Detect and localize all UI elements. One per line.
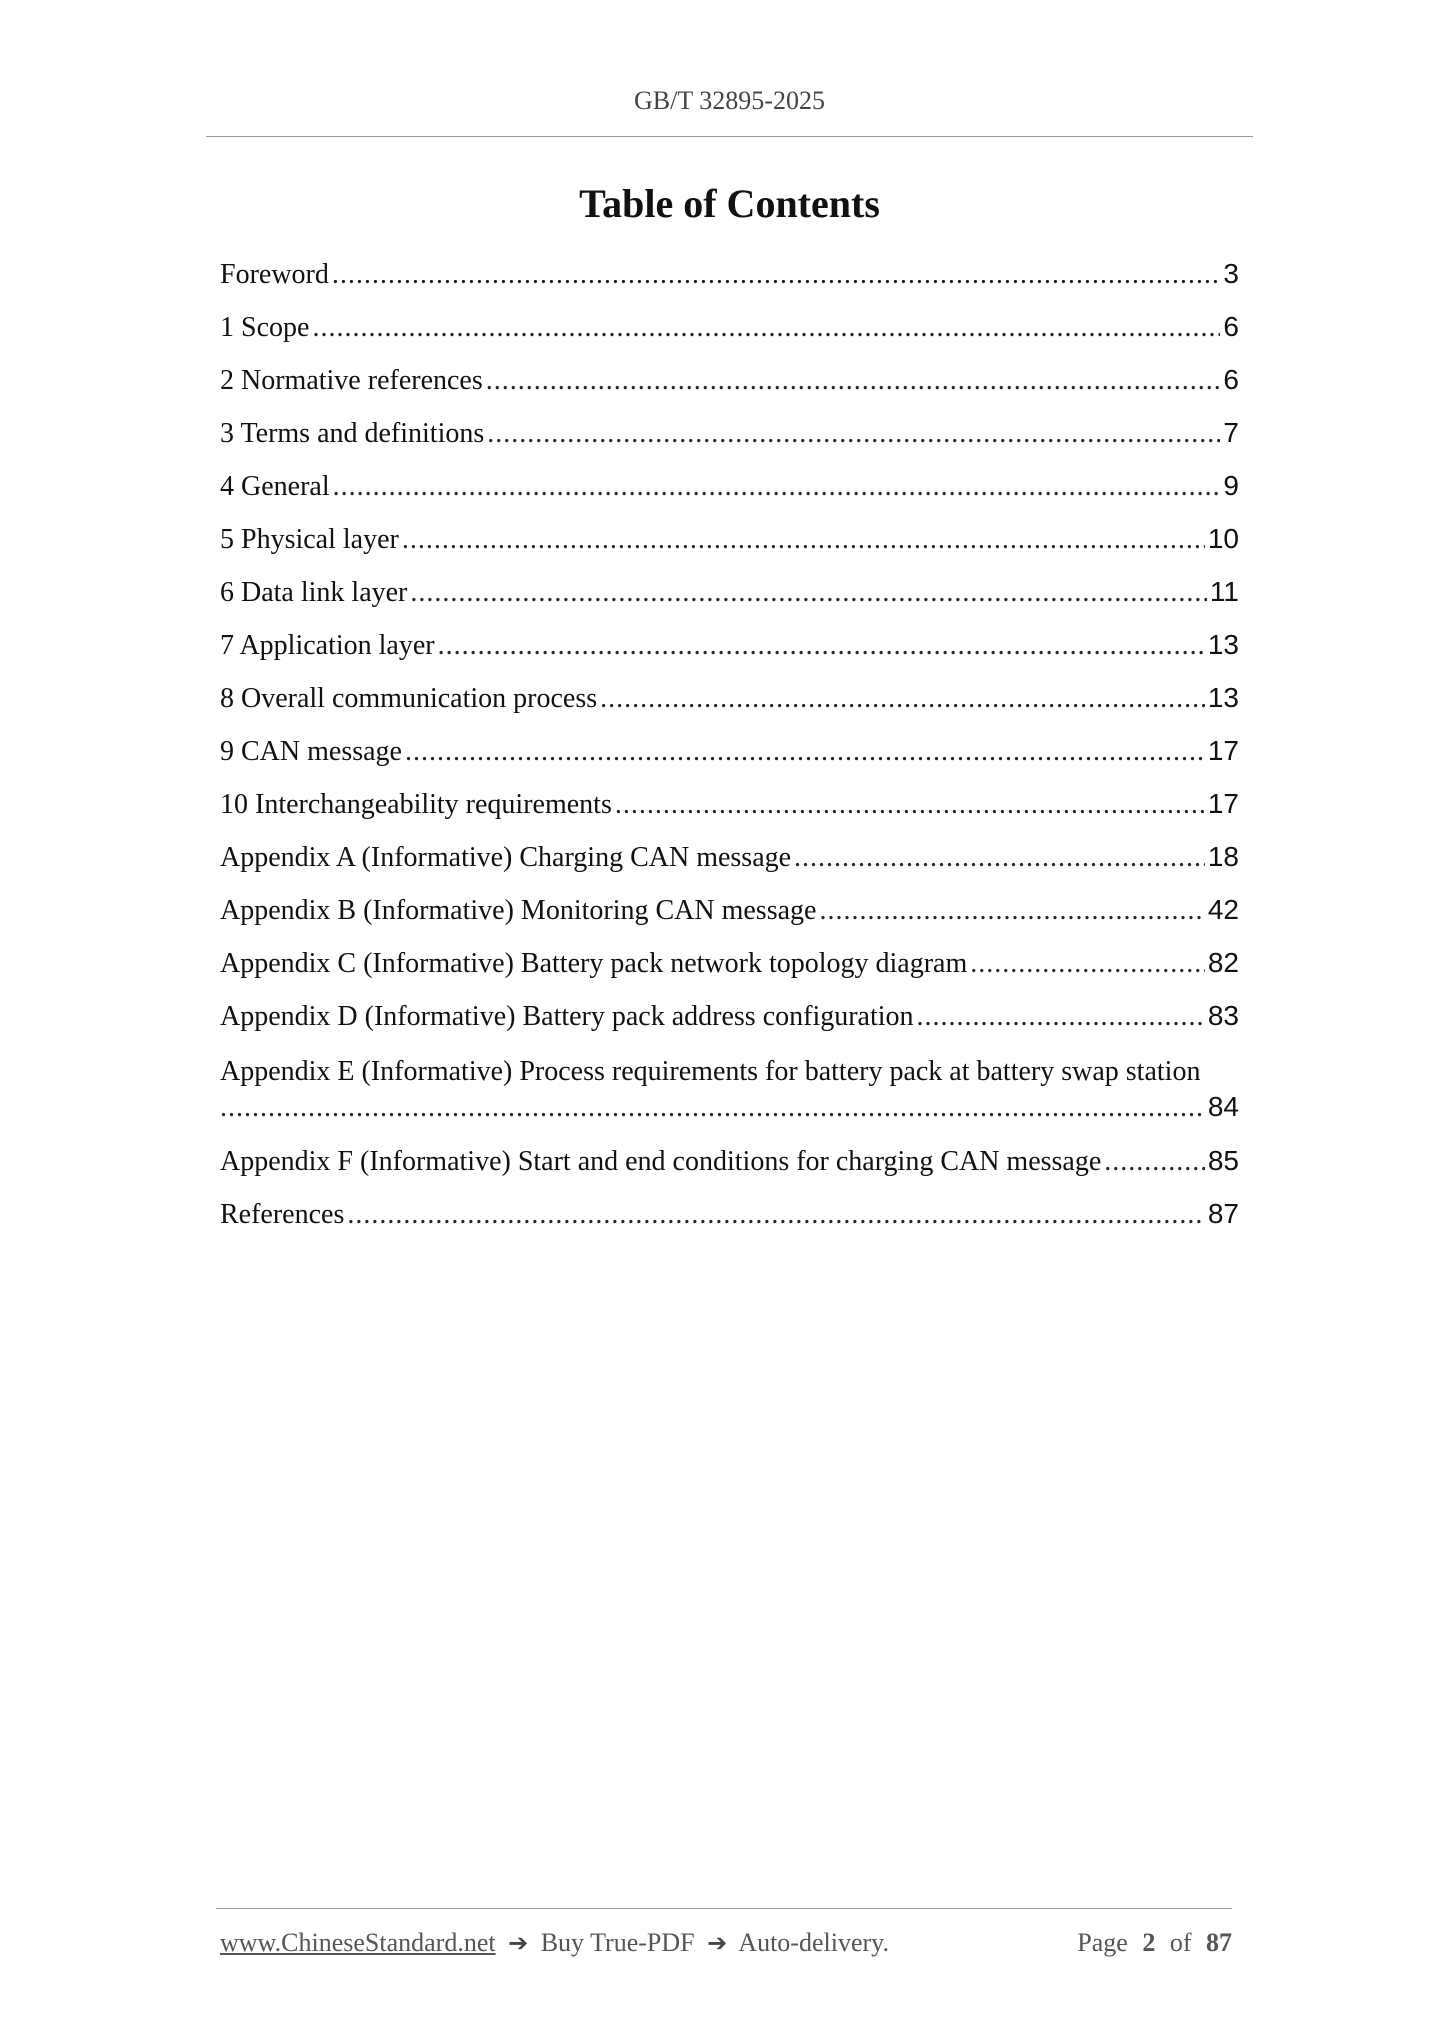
toc-entry-page-number: 10 (1207, 523, 1239, 554)
toc-entry-page-number: 6 (1223, 364, 1239, 395)
dot-leader (405, 736, 1205, 768)
dot-leader (600, 683, 1205, 715)
toc-entry-data-link-layer[interactable] (220, 576, 1239, 629)
toc-entry-label: Appendix B (Informative) Monitoring CAN message (220, 895, 817, 926)
toc-entry-label: References (220, 1199, 345, 1230)
dot-leader (819, 895, 1204, 927)
toc-entry-page-number: 6 (1223, 311, 1239, 342)
toc-entry-appendix-d[interactable] (220, 1000, 1239, 1053)
toc-entry-label: Appendix E (Informative) Process requirements for battery pack at battery swap station (220, 1056, 1201, 1087)
toc-entry-can-message[interactable] (220, 735, 1239, 788)
toc-entry-page-number: 17 (1207, 788, 1239, 819)
toc-entry-label: 9 CAN message (220, 736, 402, 767)
toc-entry-page-number: 42 (1207, 894, 1239, 925)
toc-entry-terms-and-definitions[interactable] (220, 417, 1239, 470)
toc-entry-page-number: 11 (1209, 576, 1239, 607)
dot-leader (917, 1001, 1205, 1033)
toc-entry-label: 3 Terms and definitions (220, 418, 485, 449)
toc-entry-page-number: 18 (1207, 841, 1239, 872)
toc-entry-appendix-f[interactable] (220, 1145, 1239, 1198)
dot-leader (332, 259, 1221, 291)
total-pages-number: 87 (1206, 1928, 1232, 1957)
toc-entry-label: Appendix F (Informative) Start and end conditions for charging CAN message (220, 1146, 1102, 1177)
toc-entry-label: 10 Interchangeability requirements (220, 789, 612, 820)
toc-entry-label: 7 Application layer (220, 630, 435, 661)
toc-entry-label: Appendix C (Informative) Battery pack network topology diagram (220, 948, 968, 979)
footer-promo (220, 1928, 889, 1958)
toc-entry-page-number: 83 (1207, 1000, 1239, 1031)
dot-leader (312, 312, 1220, 344)
toc-entry-foreword[interactable] (220, 258, 1239, 311)
toc-entry-normative-references[interactable] (220, 364, 1239, 417)
toc-entry-page-number: 82 (1207, 947, 1239, 978)
toc-title: Table of Contents (579, 181, 880, 226)
toc-entry-appendix-e[interactable] (220, 1053, 1239, 1145)
page-word: Page (1077, 1928, 1128, 1957)
dot-leader (410, 577, 1207, 609)
dot-leader (347, 1199, 1204, 1231)
of-word: of (1169, 1928, 1192, 1957)
footer-divider (216, 1908, 1232, 1909)
toc-entry-general[interactable] (220, 470, 1239, 523)
document-code-header: GB/T 32895-2025 (634, 86, 825, 115)
page-indicator (1077, 1928, 1232, 1958)
toc-entry-interchangeability-requirements[interactable] (220, 788, 1239, 841)
toc-entry-page-number: 9 (1223, 470, 1239, 501)
toc-entry-label: Appendix A (Informative) Charging CAN message (220, 842, 792, 873)
dot-leader (486, 365, 1221, 397)
dot-leader (615, 789, 1205, 821)
buy-true-pdf-text: Buy True-PDF (540, 1928, 695, 1957)
auto-delivery-text: Auto-delivery. (738, 1928, 889, 1957)
toc-entry-physical-layer[interactable] (220, 523, 1239, 576)
toc-entry-page-number: 17 (1207, 735, 1239, 766)
site-link[interactable]: www.ChineseStandard.net (220, 1928, 496, 1957)
right-arrow-icon: ➔ (707, 1929, 728, 1957)
toc-entry-label: 8 Overall communication process (220, 683, 598, 714)
dot-leader (487, 418, 1220, 450)
toc-entry-label: 4 General (220, 471, 330, 502)
toc-entry-appendix-b[interactable] (220, 894, 1239, 947)
toc-entry-label: 2 Normative references (220, 365, 483, 396)
toc-entry-overall-communication-process[interactable] (220, 682, 1239, 735)
right-arrow-icon: ➔ (508, 1929, 529, 1957)
toc-entry-page-number: 13 (1207, 629, 1239, 660)
table-of-contents (220, 258, 1239, 1251)
toc-entry-label: 6 Data link layer (220, 577, 408, 608)
toc-entry-page-number: 85 (1207, 1145, 1239, 1176)
current-page-number: 2 (1142, 1928, 1156, 1957)
header-divider (206, 136, 1253, 137)
dot-leader (438, 630, 1205, 662)
toc-entry-appendix-c[interactable] (220, 947, 1239, 1000)
toc-entry-label: Foreword (220, 259, 329, 290)
toc-entry-page-number: 87 (1207, 1198, 1239, 1229)
toc-entry-page-number: 13 (1207, 682, 1239, 713)
dot-leader (220, 1092, 1205, 1124)
toc-entry-label: 1 Scope (220, 312, 310, 343)
toc-entry-page-number: 3 (1223, 258, 1239, 289)
toc-entry-appendix-a[interactable] (220, 841, 1239, 894)
dot-leader (794, 842, 1205, 874)
toc-entry-page-number: 84 (1207, 1091, 1239, 1122)
toc-entry-page-number: 7 (1223, 417, 1239, 448)
toc-entry-references[interactable] (220, 1198, 1239, 1251)
toc-entry-label: 5 Physical layer (220, 524, 399, 555)
toc-entry-label: Appendix D (Informative) Battery pack address configuration (220, 1001, 914, 1032)
dot-leader (402, 524, 1205, 556)
dot-leader (1104, 1146, 1205, 1178)
toc-entry-scope[interactable] (220, 311, 1239, 364)
dot-leader (333, 471, 1221, 503)
toc-entry-application-layer[interactable] (220, 629, 1239, 682)
dot-leader (970, 948, 1205, 980)
